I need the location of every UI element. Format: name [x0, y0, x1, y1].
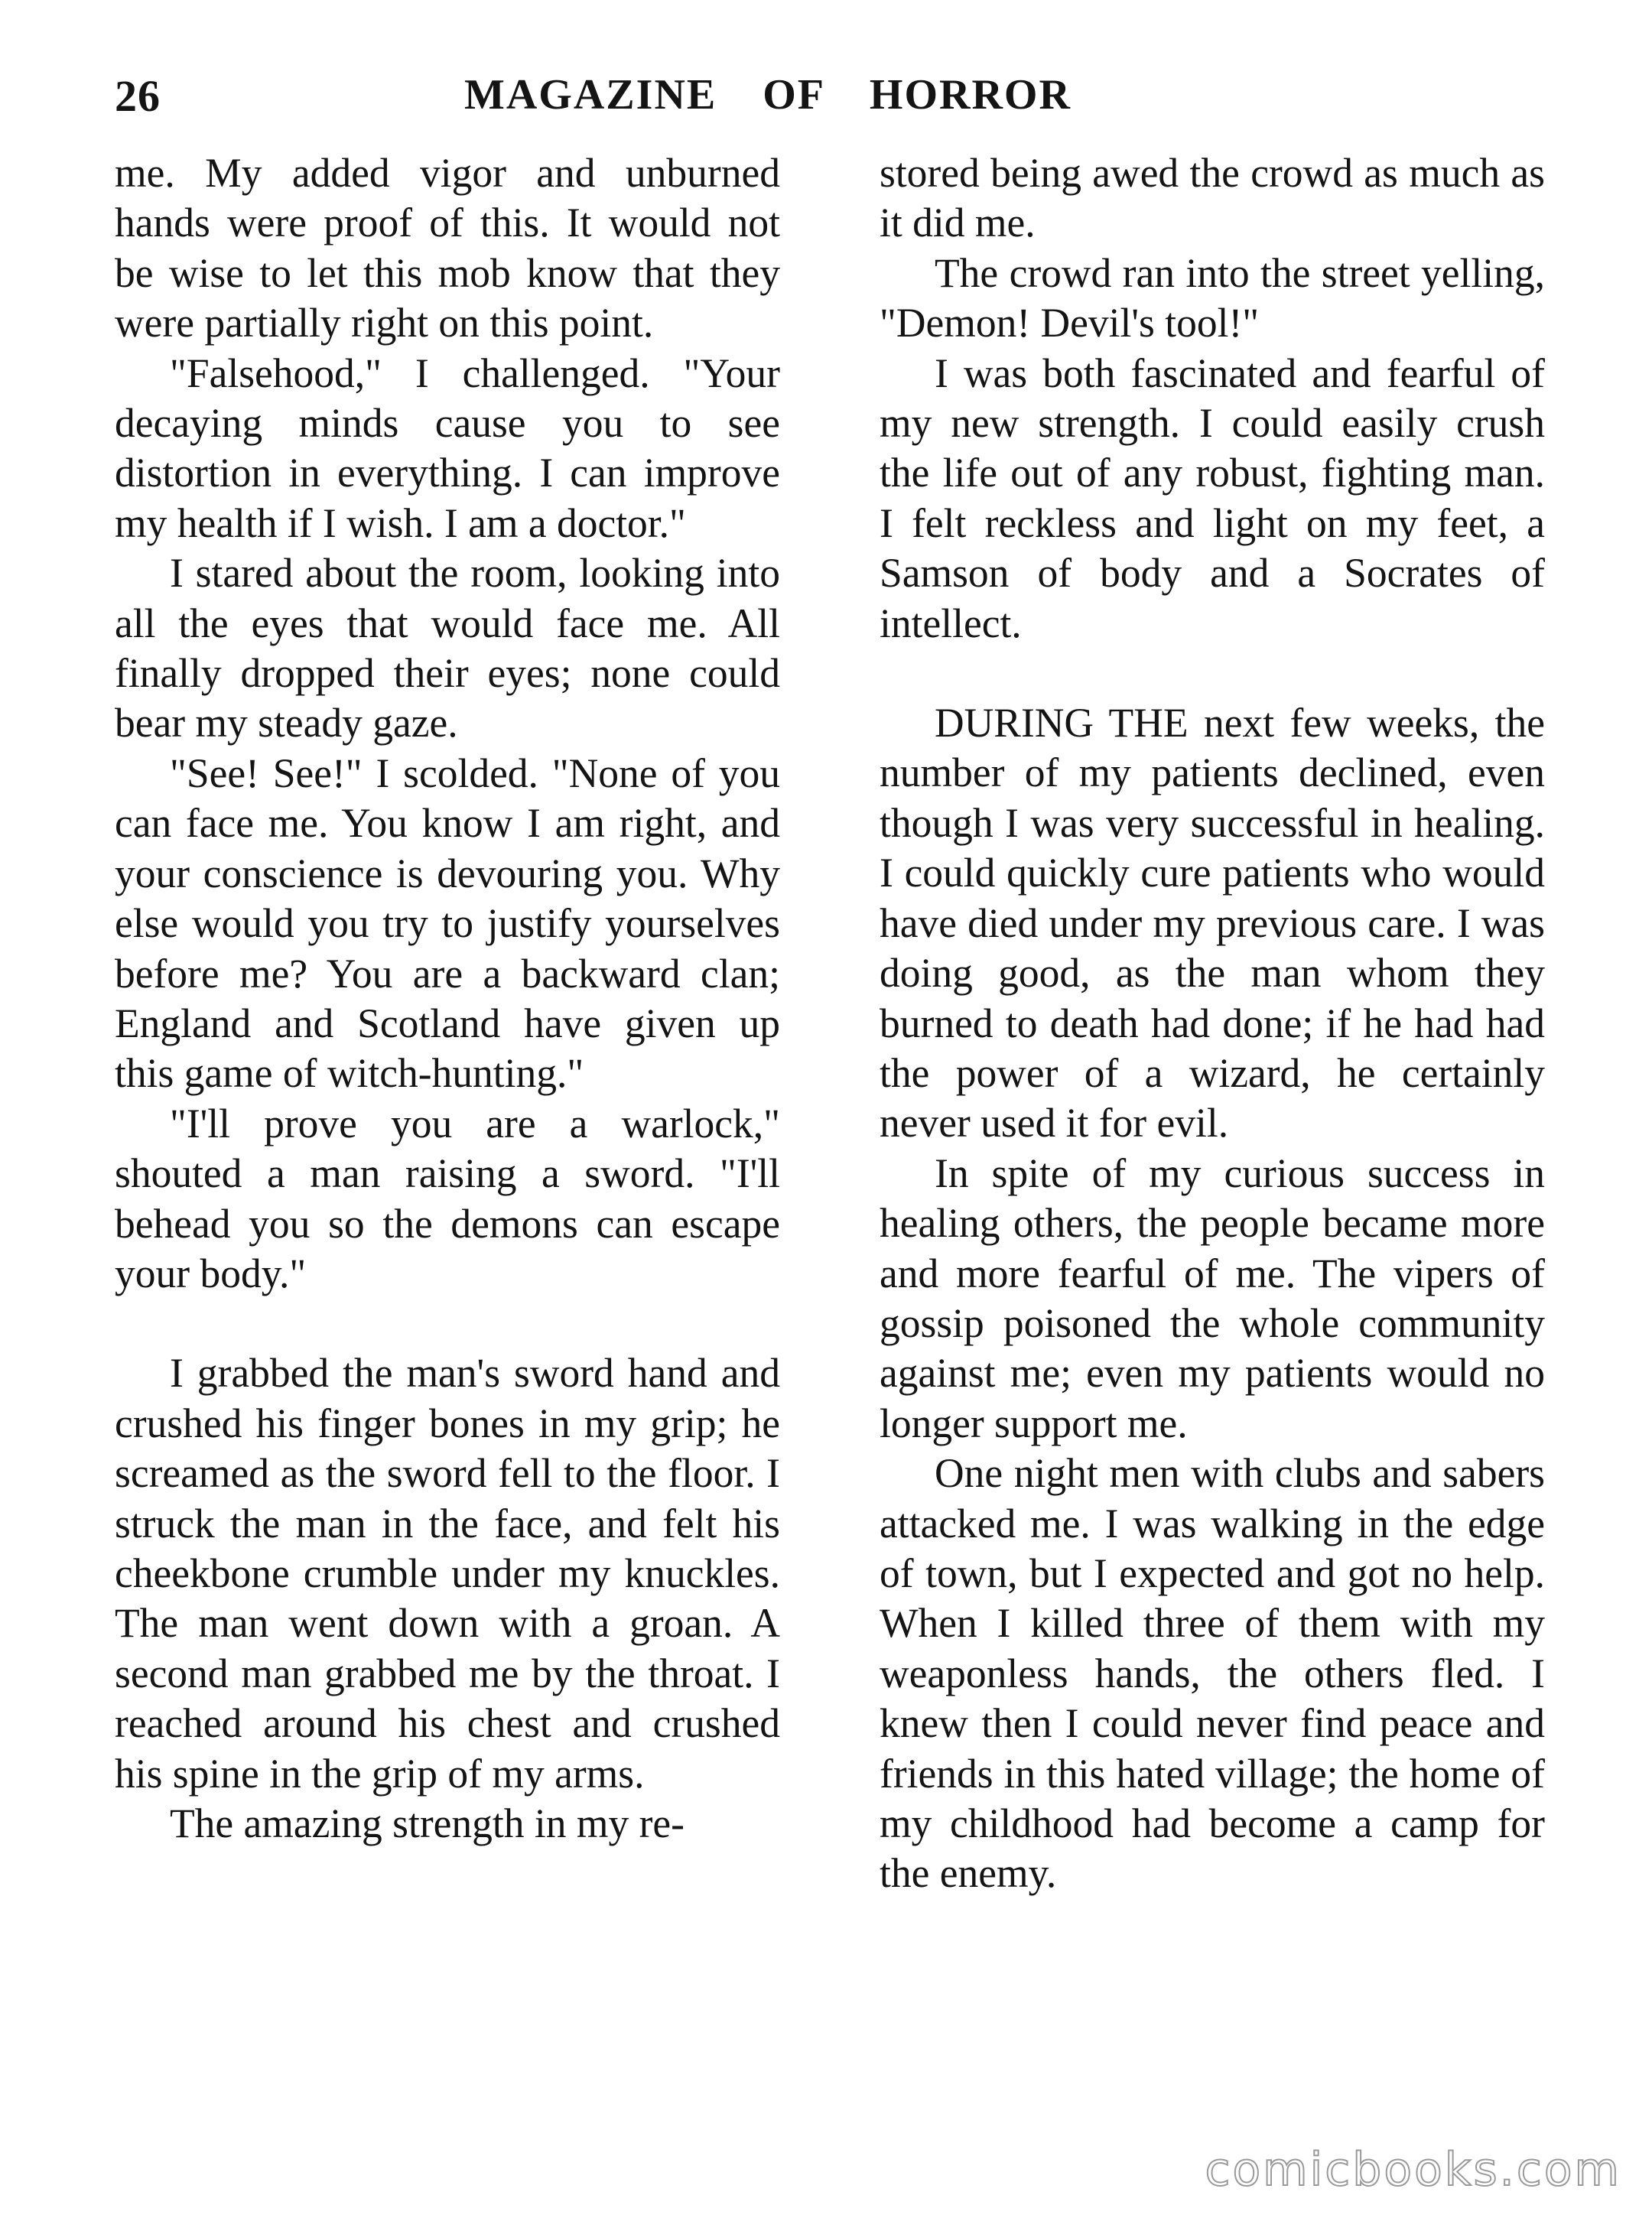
page-header	[115, 70, 1124, 132]
paragraph: I grabbed the man's sword hand and crushed his finger bones in my grip; he screamed as the sword fell to the floor. I struck the man in the face, and felt his cheekbone crumble under my knuckles. The man went down with a groan. A second man grabbed me by the throat. I reached around his chest and crushed his spine in the grip of my arms.	[115, 1350, 780, 1797]
paragraph: One night men with clubs and sabers attacked me. I was walking in the edge of town, but I expected and got no help. When I killed three of them with my weaponless hands, the others fled. I knew then I could never find peace and friends in this hated village; the home of my childhood had become a camp for the enemy.	[880, 1450, 1545, 1897]
paragraph: I stared about the room, looking into all the eyes that would face me. All finally dropped their eyes; none could bear my steady gaze.	[115, 550, 780, 746]
watermark: comicbooks.com	[1205, 2143, 1621, 2197]
section-opening-paragraph: DURING THE next few weeks, the number of my patients declined, even though I was very successful in healing. I could quickly cure patients who would have died under my previous care. I was doing good, as the man whom they burned to death had done; if he had had the power of a wizard, he certainly never used it for evil.	[880, 700, 1545, 1146]
paragraph: "I'll prove you are a warlock," shouted a man raising a sword. "I'll behead you so the demons can escape your body."	[115, 1100, 780, 1296]
paragraph: The amazing strength in my re-	[170, 1800, 685, 1846]
magazine-title: MAGAZINE OF HORROR	[464, 71, 1072, 119]
paragraph: "See! See!" I scolded. "None of you can face me. You know I am right, and your conscience is devouring you. Why else would you try to justify yourselves before me? You are a backward clan; England and Scotland have given up this game of witch-hunting."	[115, 750, 780, 1097]
paragraph: I was both fascinated and fearful of my new strength. I could easily crush the life out of any robust, fighting man. I felt reckless and light on my feet, a Samson of body and a Socrates of intellect.	[880, 350, 1545, 646]
right-column	[880, 148, 1545, 1899]
paragraph: "Falsehood," I challenged. "Your decaying minds cause you to see distortion in everything. I can improve my health if I wish. I am a doctor."	[115, 350, 780, 546]
paragraph: In spite of my curious success in healing others, the people became more and more fearful of me. The vipers of gossip poisoned the whole community against me; even my patients would no longer support me.	[880, 1150, 1545, 1446]
left-column	[115, 148, 780, 1849]
paragraph: me. My added vigor and unburned hands were proof of this. It would not be wise to let this mob know that they were partially right on this point.	[115, 150, 780, 346]
paragraph: stored being awed the crowd as much as it did me.	[880, 150, 1545, 246]
paragraph: The crowd ran into the street yelling, "Demon! Devil's tool!"	[880, 249, 1545, 346]
page-number: 26	[115, 71, 161, 121]
